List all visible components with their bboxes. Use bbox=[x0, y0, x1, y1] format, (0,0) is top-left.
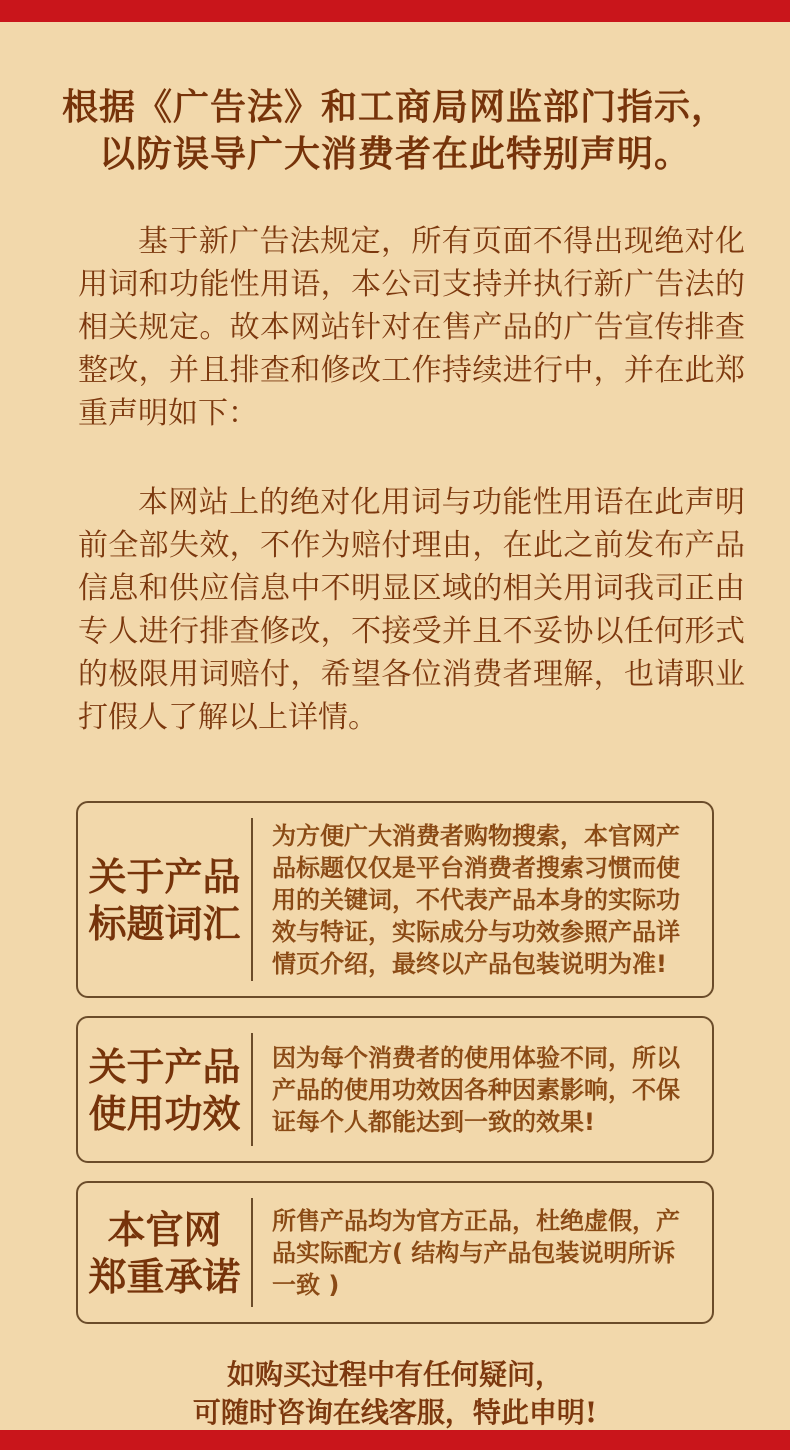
footer-line-1: 如购买过程中有任何疑问， bbox=[226, 1358, 563, 1391]
notice-box-label bbox=[78, 1043, 251, 1137]
label-line-1: 关于产品 bbox=[88, 853, 241, 899]
top-red-bar bbox=[0, 0, 790, 22]
label-line-2: 标题词汇 bbox=[88, 900, 241, 946]
notice-box-product-efficacy bbox=[76, 1016, 714, 1163]
footer-line-2: 可随时咨询在线客服，特此申明! bbox=[192, 1396, 598, 1429]
label-line-1: 本官网 bbox=[107, 1206, 222, 1252]
bottom-red-bar bbox=[0, 1430, 790, 1450]
notice-box-official-promise bbox=[76, 1181, 714, 1324]
page-title bbox=[0, 84, 790, 178]
label-line-1: 关于产品 bbox=[88, 1043, 241, 1089]
paragraph-invalid-words: 本网站上的绝对化用词与功能性用语在此声明前全部失效，不作为赔付理由，在此之前发布产品信息和供应信息中不明显区域的相关用词我司正由专人进行排查修改，不接受并且不妥协以任何形式的极限用词赔付，希望各位消费者理解，也请职业打假人了解以上详情。 bbox=[78, 485, 745, 735]
title-line-1: 根据《广告法》和工商局网监部门指示， bbox=[61, 86, 728, 128]
notice-boxes bbox=[0, 801, 790, 1324]
notice-box-label bbox=[78, 853, 251, 947]
label-line-2: 使用功效 bbox=[88, 1090, 241, 1136]
notice-box-label bbox=[78, 1206, 251, 1300]
title-line-2: 以防误导广大消费者在此特别声明。 bbox=[98, 133, 691, 175]
notice-box-body: 为方便广大消费者购物搜索，本官网产品标题仅仅是平台消费者搜索习惯而使用的关键词，不代表产品本身的实际功效与特证，实际成分与功效参照产品详情页介绍，最终以产品包装说明为准! bbox=[272, 821, 680, 978]
label-line-2: 郑重承诺 bbox=[88, 1253, 241, 1299]
notice-box-body: 因为每个消费者的使用体验不同，所以产品的使用功效因各种因素影响，不保证每个人都能达到一致的效果! bbox=[272, 1043, 680, 1136]
notice-box-product-title bbox=[76, 801, 714, 998]
footer-note bbox=[0, 1356, 790, 1432]
notice-box-body: 所售产品均为官方正品，杜绝虚假，产品实际配方( 结构与产品包装说明所诉一致 ) bbox=[272, 1206, 680, 1299]
paragraph-regulation: 基于新广告法规定，所有页面不得出现绝对化用词和功能性用语，本公司支持并执行新广告法的相关规定。故本网站针对在售产品的广告宣传排查整改，并且排查和修改工作持续进行中，并在此郑重声明如下： bbox=[78, 224, 745, 431]
